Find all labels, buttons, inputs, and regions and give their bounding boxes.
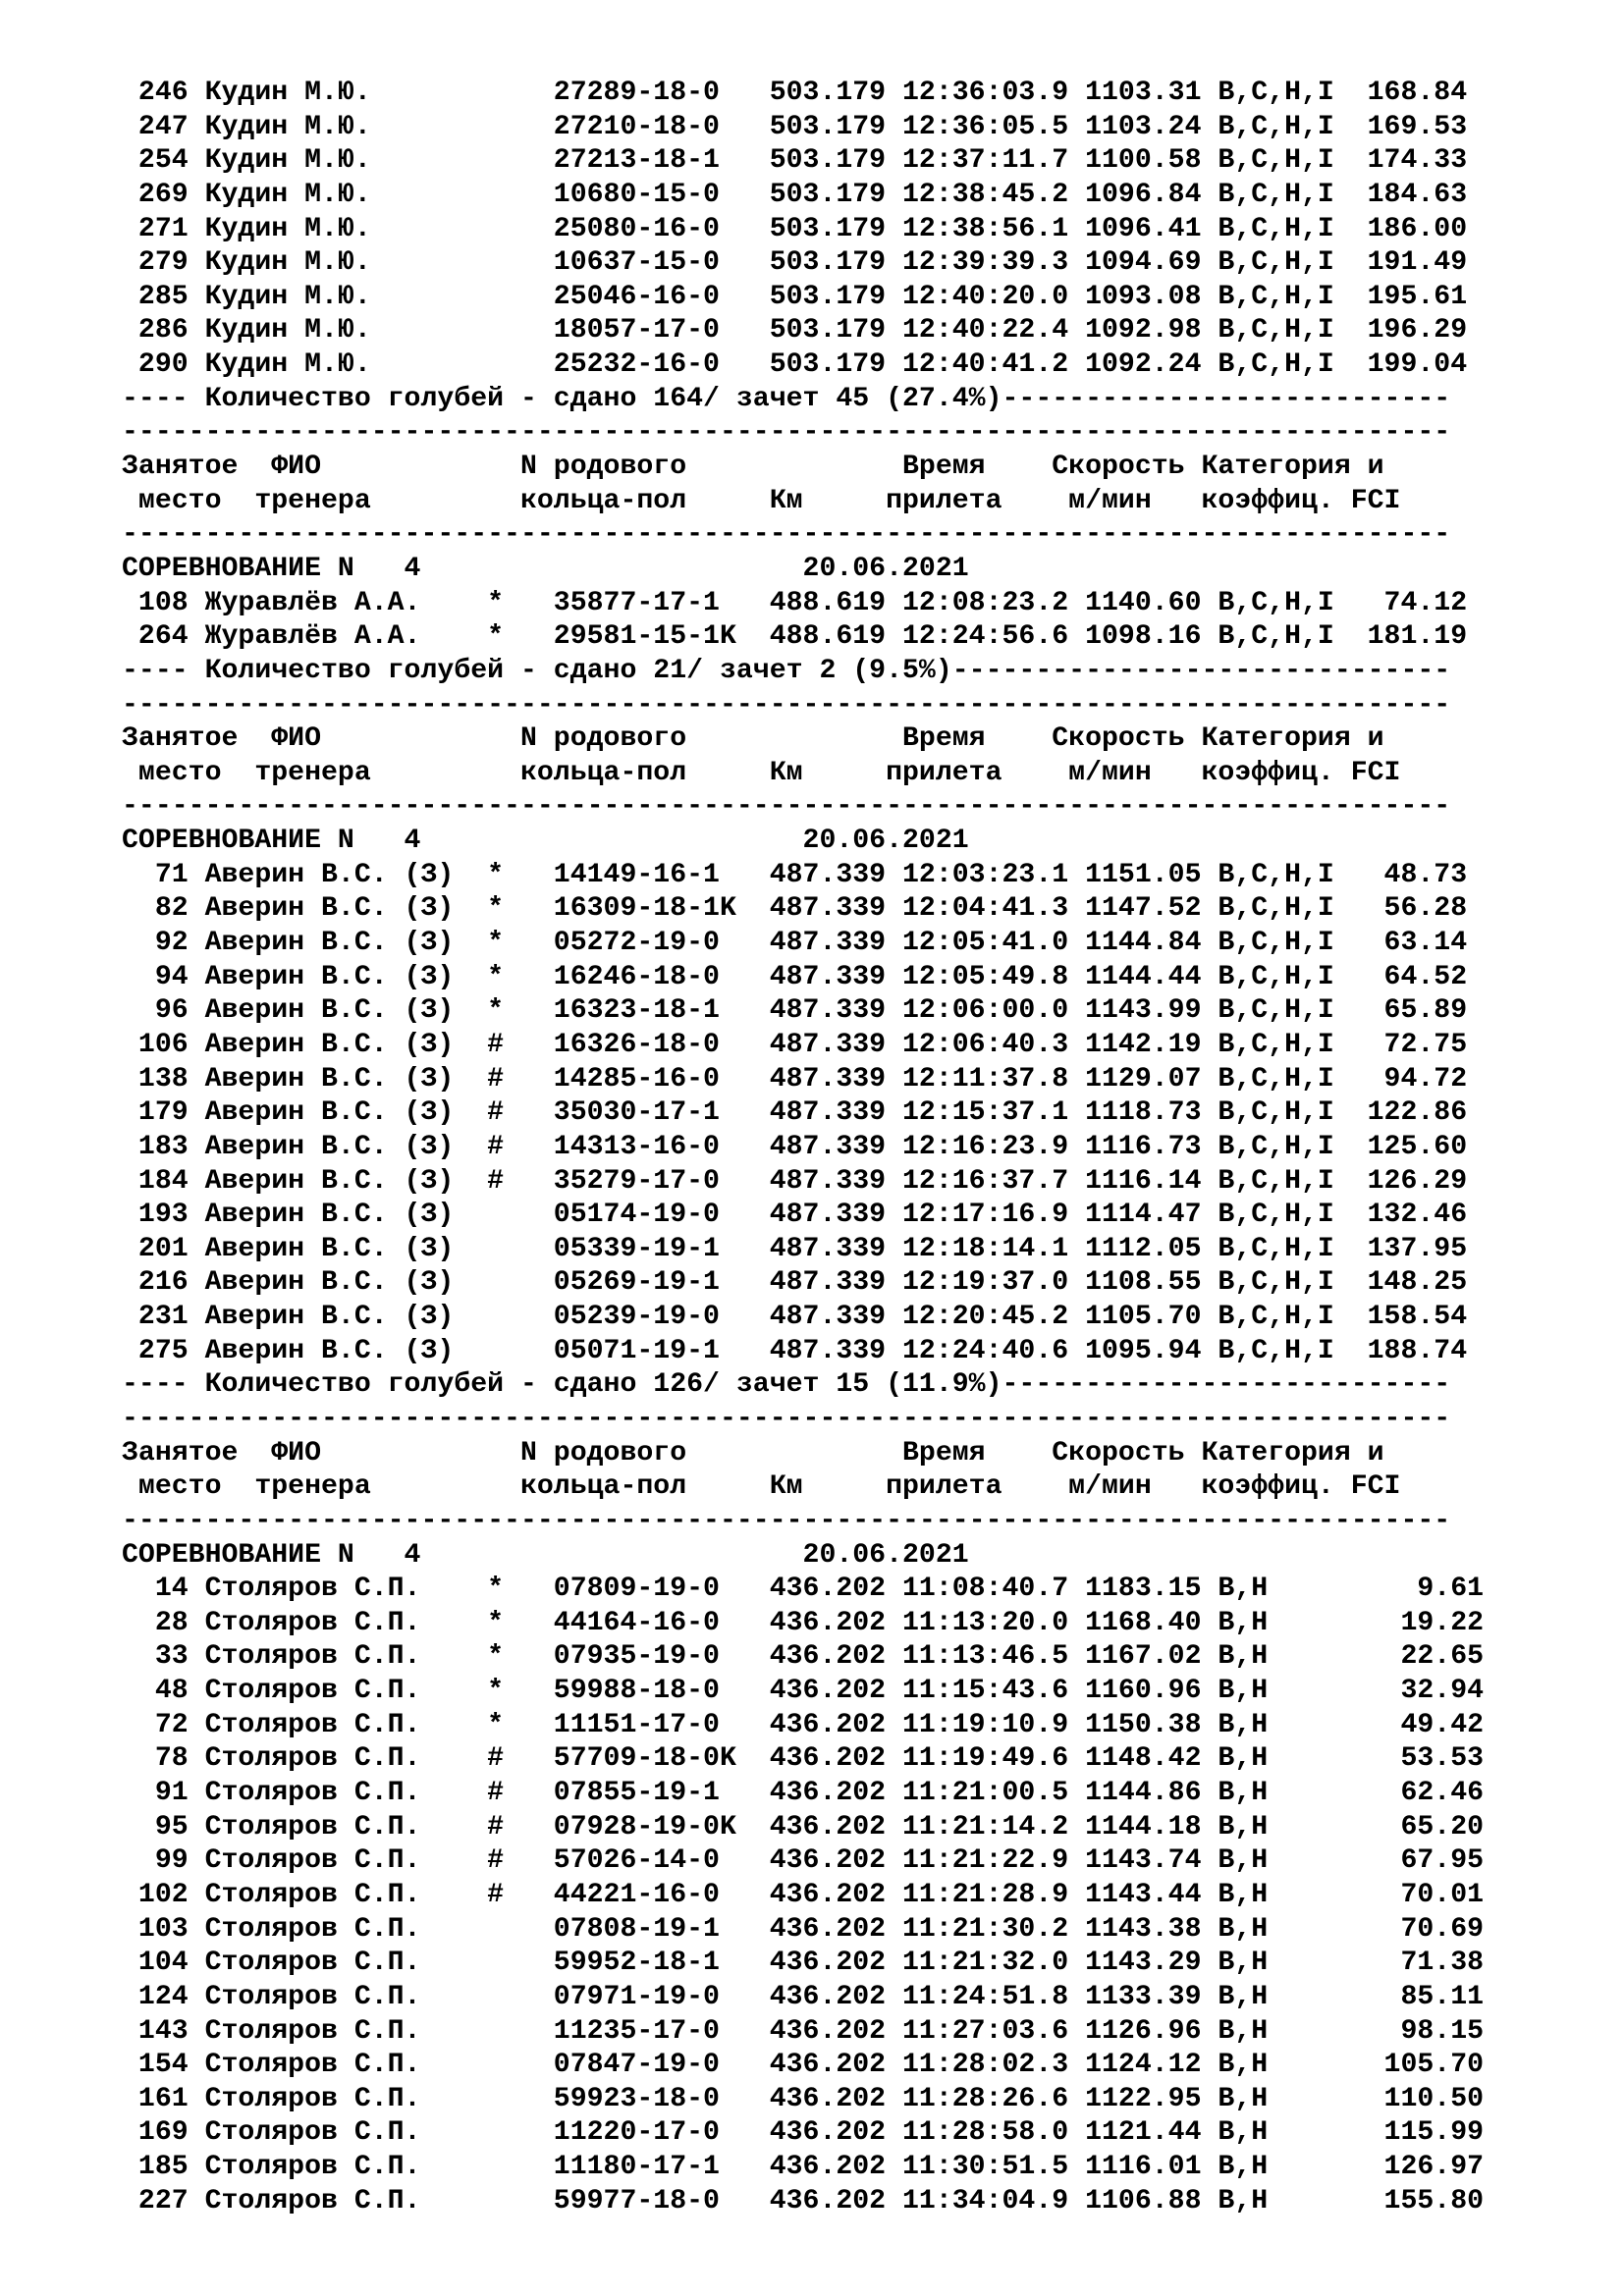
result-row: 254 Кудин М.Ю. 27213-18-1 503.179 12:37:11.7 1100.58 B,C,H,I 174.33 xyxy=(122,145,1468,177)
result-row: 269 Кудин М.Ю. 10680-15-0 503.179 12:38:45.2 1096.84 B,C,H,I 184.63 xyxy=(122,179,1468,210)
result-row: 216 Аверин В.С. (З) 05269-19-1 487.339 12:19:37.0 1108.55 B,C,H,I 148.25 xyxy=(122,1267,1468,1299)
separator-line: -------------------------------------------------------------------------------- xyxy=(122,791,1451,823)
result-row: 102 Столяров С.П. # 44221-16-0 436.202 11:21:28.9 1143.44 B,H 70.01 xyxy=(122,1879,1485,1910)
column-header-line1: Занятое ФИО N родового Время Скорость Категория и xyxy=(122,452,1384,483)
result-row: 185 Столяров С.П. 11180-17-1 436.202 11:30:51.5 1116.01 B,H 126.97 xyxy=(122,2152,1485,2183)
separator-line: -------------------------------------------------------------------------------- xyxy=(122,689,1451,721)
result-row: 108 Журавлёв А.А. * 35877-17-1 488.619 12:08:23.2 1140.60 B,C,H,I 74.12 xyxy=(122,587,1468,618)
result-row: 33 Столяров С.П. * 07935-19-0 436.202 11:13:46.5 1167.02 B,H 22.65 xyxy=(122,1641,1485,1673)
competition-header: СОРЕВНОВАНИЕ N 4 20.06.2021 xyxy=(122,553,969,584)
result-row: 106 Аверин В.С. (З) # 16326-18-0 487.339 12:06:40.3 1142.19 B,C,H,I 72.75 xyxy=(122,1029,1468,1060)
results-document xyxy=(122,77,1614,2218)
result-row: 290 Кудин М.Ю. 25232-16-0 503.179 12:40:41.2 1092.24 B,C,H,I 199.04 xyxy=(122,349,1468,381)
result-row: 264 Журавлёв А.А. * 29581-15-1K 488.619 12:24:56.6 1098.16 B,C,H,I 181.19 xyxy=(122,621,1468,653)
result-row: 82 Аверин В.С. (З) * 16309-18-1K 487.339 12:04:41.3 1147.52 B,C,H,I 56.28 xyxy=(122,893,1468,925)
result-row: 124 Столяров С.П. 07971-19-0 436.202 11:24:51.8 1133.39 B,H 85.11 xyxy=(122,1981,1485,2012)
result-row: 227 Столяров С.П. 59977-18-0 436.202 11:34:04.9 1106.88 B,H 155.80 xyxy=(122,2185,1485,2216)
result-row: 154 Столяров С.П. 07847-19-0 436.202 11:28:02.3 1124.12 B,H 105.70 xyxy=(122,2050,1485,2081)
result-row: 183 Аверин В.С. (З) # 14313-16-0 487.339 12:16:23.9 1116.73 B,C,H,I 125.60 xyxy=(122,1131,1468,1162)
result-row: 271 Кудин М.Ю. 25080-16-0 503.179 12:38:56.1 1096.41 B,C,H,I 186.00 xyxy=(122,213,1468,244)
result-row: 138 Аверин В.С. (З) # 14285-16-0 487.339 12:11:37.8 1129.07 B,C,H,I 94.72 xyxy=(122,1063,1468,1095)
result-row: 104 Столяров С.П. 59952-18-1 436.202 11:21:32.0 1143.29 B,H 71.38 xyxy=(122,1948,1485,1979)
result-row: 91 Столяров С.П. # 07855-19-1 436.202 11:21:00.5 1144.86 B,H 62.46 xyxy=(122,1778,1485,1809)
separator-line: -------------------------------------------------------------------------------- xyxy=(122,1403,1451,1434)
result-row: 96 Аверин В.С. (З) * 16323-18-1 487.339 12:06:00.0 1143.99 B,C,H,I 65.89 xyxy=(122,995,1468,1027)
result-row: 143 Столяров С.П. 11235-17-0 436.202 11:27:03.6 1126.96 B,H 98.15 xyxy=(122,2015,1485,2047)
column-header-line2: место тренера кольца-пол Км прилета м/мин коэффиц. FCI xyxy=(122,757,1401,788)
result-row: 92 Аверин В.С. (З) * 05272-19-0 487.339 12:05:41.0 1144.84 B,C,H,I 63.14 xyxy=(122,928,1468,959)
result-row: 78 Столяров С.П. # 57709-18-0K 436.202 11:19:49.6 1148.42 B,H 53.53 xyxy=(122,1743,1485,1775)
separator-line: -------------------------------------------------------------------------------- xyxy=(122,519,1451,551)
result-row: 28 Столяров С.П. * 44164-16-0 436.202 11:13:20.0 1168.40 B,H 19.22 xyxy=(122,1607,1485,1638)
section-summary: ---- Количество голубей - сдано 164/ зачет 45 (27.4%)--------------------------- xyxy=(122,383,1451,414)
result-row: 279 Кудин М.Ю. 10637-15-0 503.179 12:39:39.3 1094.69 B,C,H,I 191.49 xyxy=(122,247,1468,279)
result-row: 169 Столяров С.П. 11220-17-0 436.202 11:28:58.0 1121.44 B,H 115.99 xyxy=(122,2117,1485,2149)
result-row: 246 Кудин М.Ю. 27289-18-0 503.179 12:36:03.9 1103.31 B,C,H,I 168.84 xyxy=(122,78,1468,108)
result-row: 247 Кудин М.Ю. 27210-18-0 503.179 12:36:05.5 1103.24 B,C,H,I 169.53 xyxy=(122,111,1468,142)
result-row: 48 Столяров С.П. * 59988-18-0 436.202 11:15:43.6 1160.96 B,H 32.94 xyxy=(122,1676,1485,1707)
separator-line: -------------------------------------------------------------------------------- xyxy=(122,417,1451,449)
result-row: 286 Кудин М.Ю. 18057-17-0 503.179 12:40:22.4 1092.98 B,C,H,I 196.29 xyxy=(122,315,1468,347)
result-row: 231 Аверин В.С. (З) 05239-19-0 487.339 12:20:45.2 1105.70 B,C,H,I 158.54 xyxy=(122,1302,1468,1333)
result-row: 285 Кудин М.Ю. 25046-16-0 503.179 12:40:20.0 1093.08 B,C,H,I 195.61 xyxy=(122,281,1468,312)
result-row: 193 Аверин В.С. (З) 05174-19-0 487.339 12:17:16.9 1114.47 B,C,H,I 132.46 xyxy=(122,1200,1468,1231)
result-row: 161 Столяров С.П. 59923-18-0 436.202 11:28:26.6 1122.95 B,H 110.50 xyxy=(122,2083,1485,2114)
column-header-line1: Занятое ФИО N родового Время Скорость Категория и xyxy=(122,723,1384,755)
result-row: 99 Столяров С.П. # 57026-14-0 436.202 11:21:22.9 1143.74 B,H 67.95 xyxy=(122,1845,1485,1877)
result-row: 94 Аверин В.С. (З) * 16246-18-0 487.339 12:05:49.8 1144.44 B,C,H,I 64.52 xyxy=(122,961,1468,992)
result-row: 184 Аверин В.С. (З) # 35279-17-0 487.339 12:16:37.7 1116.14 B,C,H,I 126.29 xyxy=(122,1165,1468,1197)
result-row: 275 Аверин В.С. (З) 05071-19-1 487.339 12:24:40.6 1095.94 B,C,H,I 188.74 xyxy=(122,1335,1468,1366)
column-header-line1: Занятое ФИО N родового Время Скорость Категория и xyxy=(122,1437,1384,1468)
result-row: 103 Столяров С.П. 07808-19-1 436.202 11:21:30.2 1143.38 B,H 70.69 xyxy=(122,1913,1485,1945)
result-row: 72 Столяров С.П. * 11151-17-0 436.202 11:19:10.9 1150.38 B,H 49.42 xyxy=(122,1709,1485,1740)
column-header-line2: место тренера кольца-пол Км прилета м/мин коэффиц. FCI xyxy=(122,485,1401,516)
section-summary: ---- Количество голубей - сдано 126/ зачет 15 (11.9%)--------------------------- xyxy=(122,1369,1451,1401)
result-row: 95 Столяров С.П. # 07928-19-0K 436.202 11:21:14.2 1144.18 B,H 65.20 xyxy=(122,1811,1485,1842)
result-row: 201 Аверин В.С. (З) 05339-19-1 487.339 12:18:14.1 1112.05 B,C,H,I 137.95 xyxy=(122,1233,1468,1264)
column-header-line2: место тренера кольца-пол Км прилета м/мин коэффиц. FCI xyxy=(122,1471,1401,1503)
result-row: 179 Аверин В.С. (З) # 35030-17-1 487.339 12:15:37.1 1118.73 B,C,H,I 122.86 xyxy=(122,1097,1468,1129)
competition-header: СОРЕВНОВАНИЕ N 4 20.06.2021 xyxy=(122,1539,969,1571)
section-summary: ---- Количество голубей - сдано 21/ зачет 2 (9.5%)------------------------------ xyxy=(122,655,1451,686)
result-row: 71 Аверин В.С. (З) * 14149-16-1 487.339 12:03:23.1 1151.05 B,C,H,I 48.73 xyxy=(122,859,1468,890)
separator-line: -------------------------------------------------------------------------------- xyxy=(122,1505,1451,1536)
competition-header: СОРЕВНОВАНИЕ N 4 20.06.2021 xyxy=(122,826,969,857)
result-row: 14 Столяров С.П. * 07809-19-0 436.202 11:08:40.7 1183.15 B,H 9.61 xyxy=(122,1574,1485,1605)
